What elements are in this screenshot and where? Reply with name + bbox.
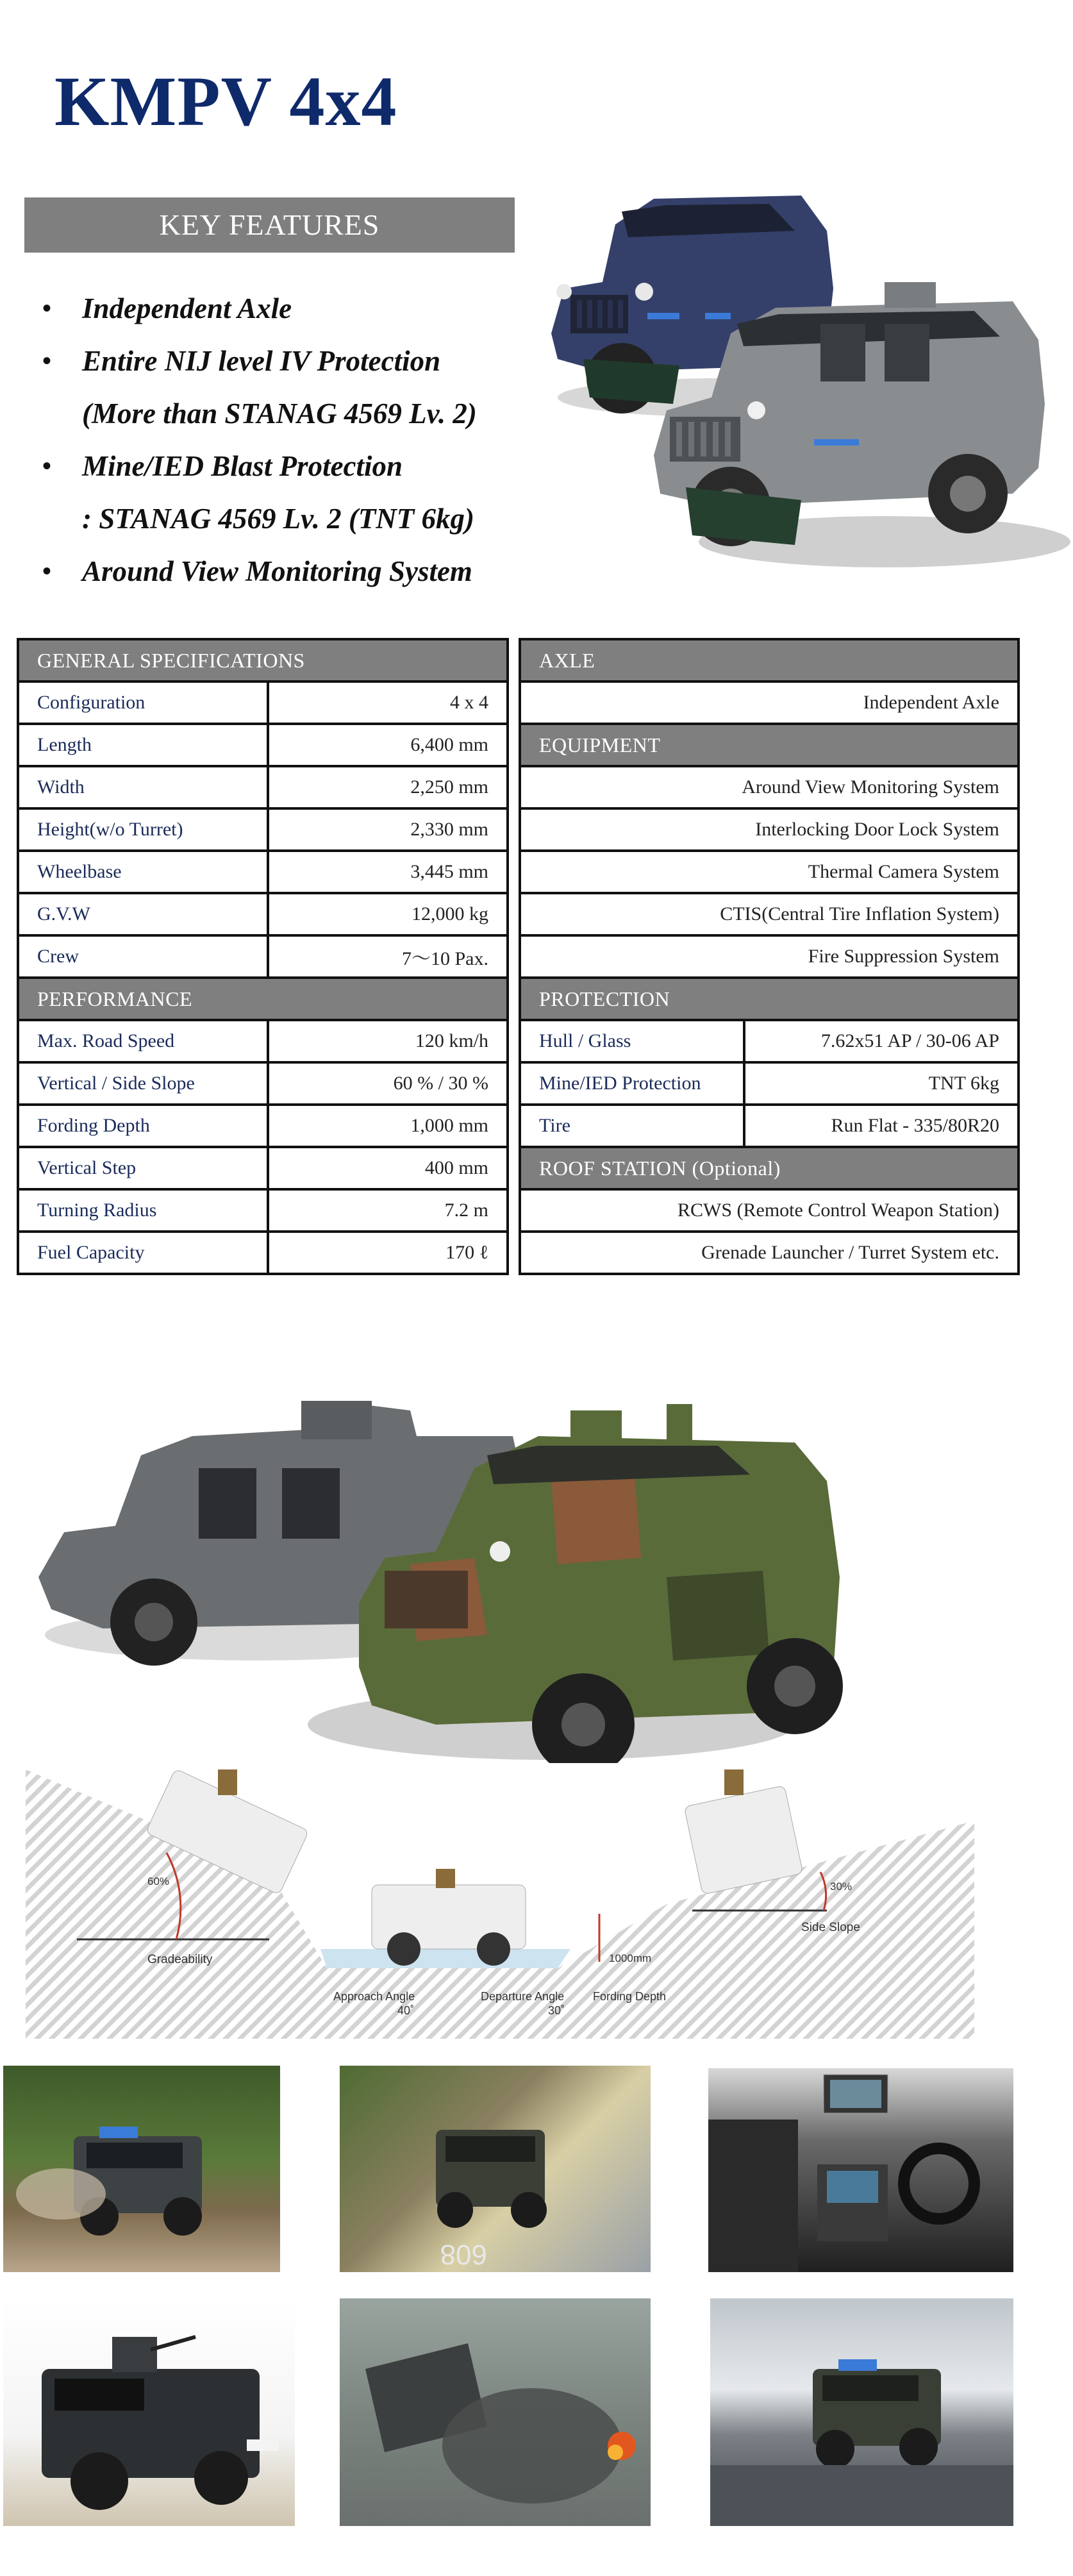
spec-label: Tire [520, 1105, 744, 1147]
approach-angle-value: 40˚ [397, 2004, 415, 2017]
table-row [520, 808, 1019, 851]
table-row [520, 1020, 1019, 1062]
performance-heading: PERFORMANCE [18, 978, 508, 1020]
key-feature-item [38, 335, 526, 387]
table-row [18, 1232, 508, 1274]
spec-value: RCWS (Remote Control Weapon Station) [520, 1189, 1019, 1232]
key-feature-item [38, 282, 526, 335]
photo-vehicle-wet-road [710, 2298, 1013, 2526]
spec-value: 120 km/h [268, 1020, 508, 1062]
table-row [520, 1105, 1019, 1147]
spec-value: 3,445 mm [268, 851, 508, 893]
roof-station-heading: ROOF STATION (Optional) [520, 1147, 1019, 1189]
spec-value: Thermal Camera System [520, 851, 1019, 893]
table-row [18, 1062, 508, 1105]
spec-value: TNT 6kg [744, 1062, 1019, 1105]
general-performance-spec-table [17, 638, 509, 1275]
spec-value: 60 % / 30 % [268, 1062, 508, 1105]
table-row [18, 682, 508, 724]
key-feature-item [38, 387, 526, 440]
table-section-header-row [520, 639, 1019, 682]
spec-label: Turning Radius [18, 1189, 268, 1232]
table-row [520, 893, 1019, 935]
key-features-list [38, 282, 526, 598]
key-feature-text: Entire NIJ level IV Protection [82, 345, 441, 377]
key-feature-text: Independent Axle [82, 292, 292, 324]
key-feature-text: Around View Monitoring System [82, 555, 472, 587]
spec-value: CTIS(Central Tire Inflation System) [520, 893, 1019, 935]
approach-angle-label: Approach Angle [333, 1990, 415, 2003]
spec-label: Hull / Glass [520, 1020, 744, 1062]
side-slope-value: 30% [830, 1880, 853, 1893]
protection-heading: PROTECTION [520, 978, 1019, 1020]
table-row [18, 851, 508, 893]
spec-value: Interlocking Door Lock System [520, 808, 1019, 851]
spec-value: 6,400 mm [268, 724, 508, 766]
table-row [18, 1020, 508, 1062]
table-row [520, 1062, 1019, 1105]
gray-and-camo-vehicles-illustration [26, 1366, 872, 1763]
key-feature-text: Mine/IED Blast Protection [82, 450, 403, 482]
spec-label: Vertical Step [18, 1147, 268, 1189]
key-feature-text: : STANAG 4569 Lv. 2 (TNT 6kg) [82, 503, 475, 535]
spec-label: Configuration [18, 682, 268, 724]
spec-label: Mine/IED Protection [520, 1062, 744, 1105]
spec-value: 7.62x51 AP / 30-06 AP [744, 1020, 1019, 1062]
spec-value: 4 x 4 [268, 682, 508, 724]
table-row [520, 1189, 1019, 1232]
spec-label: G.V.W [18, 893, 268, 935]
gradeability-value: 60% [147, 1875, 170, 1887]
spec-label: Height(w/o Turret) [18, 808, 268, 851]
table-section-header-row [520, 724, 1019, 766]
spec-value: 12,000 kg [268, 893, 508, 935]
gradeability-label: Gradeability [147, 1953, 213, 1966]
spec-label: Fording Depth [18, 1105, 268, 1147]
table-row [18, 935, 508, 978]
table-row [520, 851, 1019, 893]
spec-label: Length [18, 724, 268, 766]
key-feature-item [38, 440, 526, 492]
table-section-header-row [18, 978, 508, 1020]
spec-value: 400 mm [268, 1147, 508, 1189]
spec-value: 7～10 Pax. [268, 935, 508, 978]
key-feature-item [38, 545, 526, 598]
spec-label: Fuel Capacity [18, 1232, 268, 1274]
key-feature-item [38, 492, 526, 545]
page-title: KMPV 4x4 [54, 62, 397, 140]
spec-value: 7.2 m [268, 1189, 508, 1232]
table-section-header-row [520, 978, 1019, 1020]
table-row [520, 1232, 1019, 1274]
photo-vehicle-interior-cockpit [708, 2068, 1013, 2272]
mobility-capability-diagram [26, 1757, 974, 2039]
fording-depth-label: Fording Depth [593, 1990, 667, 2003]
photo-vehicle-off-road-splash [3, 2066, 280, 2272]
table-row [18, 766, 508, 808]
table-row [18, 808, 508, 851]
departure-angle-label: Departure Angle [481, 1990, 565, 2003]
photo-vehicle-on-road [340, 2066, 651, 2272]
key-features-heading: KEY FEATURES [24, 197, 515, 253]
side-slope-label: Side Slope [801, 1921, 860, 1934]
spec-label: Width [18, 766, 268, 808]
table-row [18, 1189, 508, 1232]
table-row [520, 682, 1019, 724]
spec-value: Around View Monitoring System [520, 766, 1019, 808]
table-row [18, 1147, 508, 1189]
table-row [18, 724, 508, 766]
bullet-icon: • [42, 346, 52, 375]
spec-value: 2,330 mm [268, 808, 508, 851]
table-section-header-row [18, 639, 508, 682]
table-row [18, 1105, 508, 1147]
general-specifications-heading: GENERAL SPECIFICATIONS [18, 639, 508, 682]
bullet-icon: • [42, 294, 52, 322]
spec-label: Wheelbase [18, 851, 268, 893]
equipment-heading: EQUIPMENT [520, 724, 1019, 766]
spec-value: 170 ℓ [268, 1232, 508, 1274]
vehicles-hero-illustration [526, 186, 1073, 583]
table-row [520, 935, 1019, 978]
spec-value: 1,000 mm [268, 1105, 508, 1147]
side-slope-vehicle-image [684, 1769, 803, 1894]
spec-label: Vertical / Side Slope [18, 1062, 268, 1105]
table-row [18, 893, 508, 935]
table-row [520, 766, 1019, 808]
spec-value: Run Flat - 335/80R20 [744, 1105, 1019, 1147]
spec-label: Crew [18, 935, 268, 978]
axle-equipment-protection-table [519, 638, 1020, 1275]
bullet-icon: • [42, 451, 52, 480]
spec-value: Independent Axle [520, 682, 1019, 724]
photo-vehicle-with-turret [3, 2298, 295, 2526]
spec-value: 2,250 mm [268, 766, 508, 808]
photo-blast-test [340, 2298, 651, 2526]
key-feature-text: (More than STANAG 4569 Lv. 2) [82, 397, 477, 430]
departure-angle-value: 30˚ [548, 2004, 565, 2017]
bullet-icon: • [42, 556, 52, 585]
fording-depth-value: 1000mm [609, 1952, 652, 1964]
axle-heading: AXLE [520, 639, 1019, 682]
spec-label: Max. Road Speed [18, 1020, 268, 1062]
svg-text:608: 608 [440, 2239, 487, 2270]
table-section-header-row [520, 1147, 1019, 1189]
spec-value: Fire Suppression System [520, 935, 1019, 978]
spec-value: Grenade Launcher / Turret System etc. [520, 1232, 1019, 1274]
